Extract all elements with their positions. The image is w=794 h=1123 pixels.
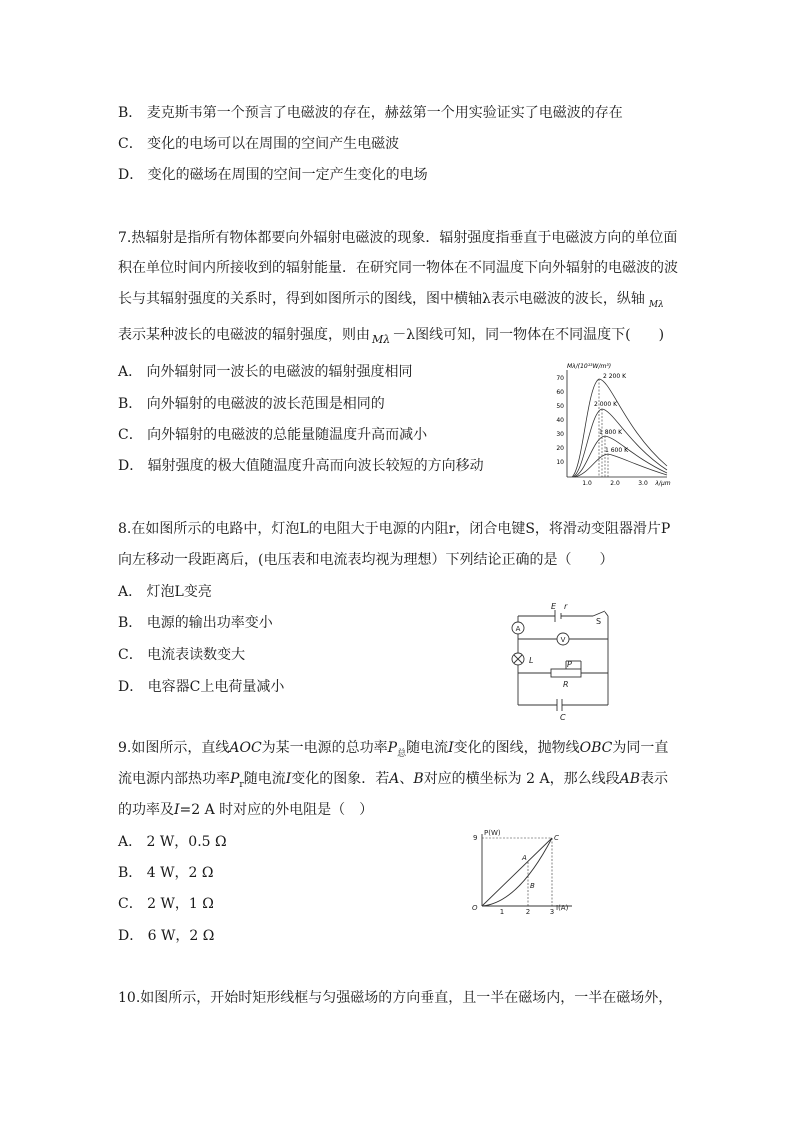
- svg-text:2 000 K: 2 000 K: [594, 401, 618, 408]
- q7-option-c: C． 向外辐射的电磁波的总能量随温度升高而减小: [118, 427, 428, 443]
- q8-voltmeter-label: V: [560, 636, 566, 644]
- svg-text:60: 60: [556, 389, 564, 396]
- svg-text:3: 3: [549, 908, 555, 916]
- q8-ammeter-label: A: [515, 625, 521, 633]
- q9-stem-2: 流电源内部热功率$P_r$随电流I变化的图象．若A、B对应的横坐标为 2 A，那么线段AB表示: [118, 771, 669, 790]
- svg-text:L: L: [529, 656, 534, 665]
- q7-option-d: D． 辐射强度的极大值随温度升高而向波长较短的方向移动: [118, 458, 484, 474]
- svg-text:C: C: [554, 834, 559, 842]
- svg-text:E: E: [551, 602, 557, 611]
- q6-option-b: B． 麦克斯韦第一个预言了电磁波的存在，赫兹第一个用实验证实了电磁波的存在: [118, 105, 623, 121]
- q8-option-d: D． 电容器C上电荷量减小: [118, 679, 285, 695]
- q10-stem-1: 10.如图所示，开始时矩形线框与匀强磁场的方向垂直，且一半在磁场内，一半在磁场外，: [118, 990, 673, 1006]
- q9-option-d: D． 6 W，2 Ω: [118, 928, 215, 944]
- q9-option-a: A． 2 W，0.5 Ω: [118, 834, 227, 850]
- q7-option-a: A． 向外辐射同一波长的电磁波的辐射强度相同: [118, 364, 413, 380]
- svg-text:A: A: [522, 854, 527, 862]
- svg-text:1: 1: [499, 908, 505, 916]
- q9-stem-1: 9.如图所示，直线AOC为某一电源的总功率$P_总$随电流I变化的图线，抛物线OBC为同一直: [118, 740, 669, 759]
- q6-option-c: C． 变化的电场可以在周围的空间产生电磁波: [118, 136, 400, 152]
- svg-text:r: r: [564, 602, 568, 611]
- svg-text:1 800 K: 1 800 K: [599, 429, 623, 436]
- q9-option-c: C． 2 W，1 Ω: [118, 896, 214, 912]
- q7-graph-ylabel: Mλ/(10¹³W/m³): [567, 363, 612, 370]
- svg-text:λ/μm: λ/μm: [655, 480, 671, 487]
- svg-text:P(W): P(W): [484, 829, 501, 837]
- svg-text:S: S: [596, 617, 602, 626]
- svg-text:3.0: 3.0: [638, 480, 648, 487]
- svg-text:B: B: [530, 882, 535, 890]
- q6-option-d: D． 变化的磁场在周围的空间一定产生变化的电场: [118, 167, 428, 183]
- svg-text:C: C: [560, 713, 566, 722]
- q9-option-b: B． 4 W，2 Ω: [118, 865, 214, 881]
- svg-text:2: 2: [525, 908, 531, 916]
- q9-power-graph: [468, 828, 578, 918]
- svg-text:I(A): I(A): [556, 904, 569, 912]
- q7-stem-1: 7.热辐射是指所有物体都要向外辐射电磁波的现象．辐射强度指垂直于电磁波方向的单位面: [118, 230, 678, 246]
- q7-stem-3: 长与其辐射强度的关系时，得到如图所示的图线，图中横轴λ表示电磁波的波长，纵轴 $_{M\lambda}$: [118, 291, 664, 310]
- q7-option-b: B． 向外辐射的电磁波的波长范围是相同的: [118, 396, 385, 412]
- svg-text:1.0: 1.0: [582, 480, 592, 487]
- q7-curve-2000: [573, 409, 667, 477]
- q8-option-a: A． 灯泡L变亮: [118, 584, 212, 600]
- svg-text:O: O: [472, 904, 478, 912]
- q8-option-c: C． 电流表读数变大: [118, 647, 246, 663]
- svg-text:50: 50: [556, 403, 564, 410]
- q7-m-lambda: Mλ: [648, 300, 664, 310]
- svg-text:30: 30: [556, 431, 564, 438]
- q8-stem-2: 向左移动一段距离后，(电压表和电流表均视为理想）下列结论正确的是（ ）: [118, 552, 614, 568]
- svg-text:P: P: [567, 660, 572, 669]
- svg-text:2.0: 2.0: [610, 480, 620, 487]
- svg-text:1 600 K: 1 600 K: [605, 447, 629, 454]
- svg-text:R: R: [563, 680, 569, 689]
- q7-stem-2: 积在单位时间内所接收到的辐射能量．在研究同一物体在不同温度下向外辐射的电磁波的波: [118, 260, 678, 276]
- q9-stem-3: 的功率及I=2 A 时对应的外电阻是（ ）: [118, 802, 374, 818]
- q7-stem-4: 表示某种波长的电磁波的辐射强度，则由 $_{M\lambda}$ －λ图线可知，同一物体在不同温度下( ): [118, 327, 665, 346]
- svg-text:70: 70: [556, 375, 564, 382]
- svg-text:9: 9: [473, 834, 478, 842]
- q7-radiation-graph: [545, 360, 675, 488]
- q8-option-b: B． 电源的输出功率变小: [118, 615, 273, 631]
- q7-m-lambda-2: Mλ: [372, 333, 391, 346]
- svg-text:2 200 K: 2 200 K: [603, 373, 627, 380]
- svg-text:20: 20: [556, 445, 564, 452]
- q8-circuit-diagram: [505, 598, 625, 723]
- svg-text:10: 10: [556, 459, 564, 466]
- q7-graph-yticks: [556, 375, 564, 466]
- svg-text:40: 40: [556, 417, 564, 424]
- q8-stem-1: 8.在如图所示的电路中，灯泡L的电阻大于电源的内阻r，闭合电键S，将滑动变阻器滑片P: [118, 521, 671, 537]
